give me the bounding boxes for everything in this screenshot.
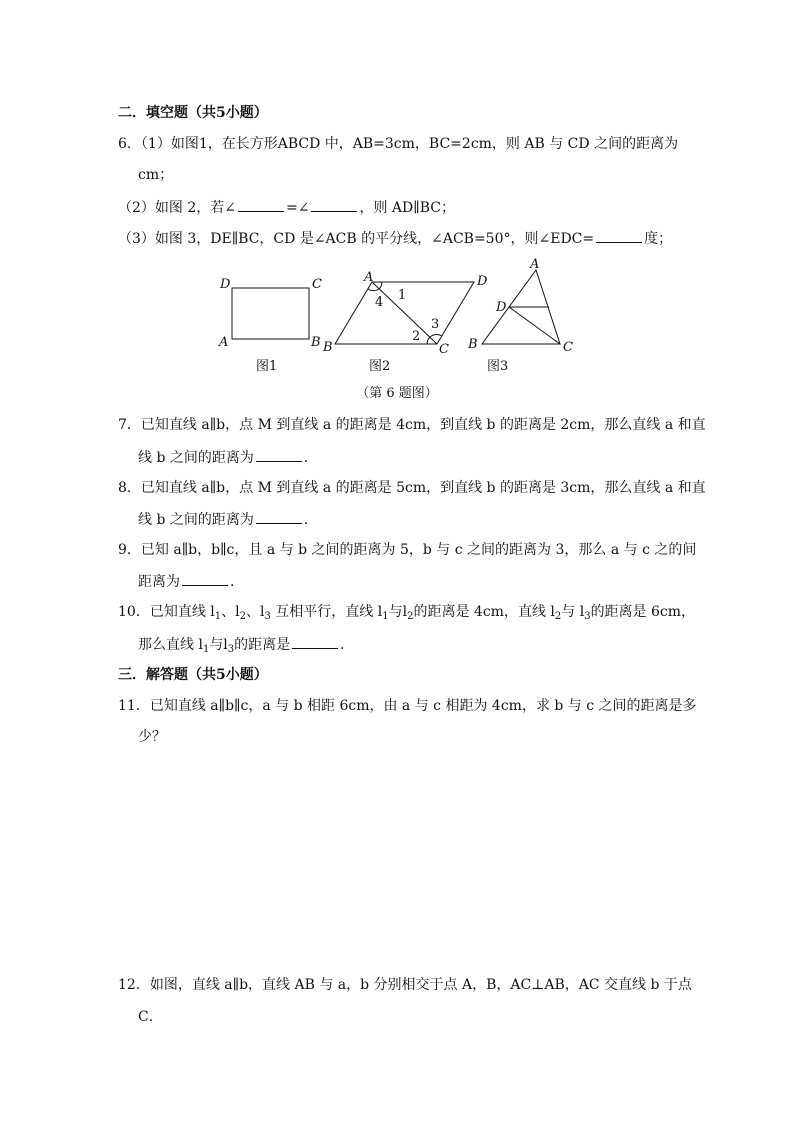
q12-line1: 12．如图，直线 a∥b，直线 AB 与 a，b 分别相交于点 A，B，AC⊥AB，AC 交直线 b 于点 [118, 977, 692, 993]
answer-blank [311, 197, 357, 212]
q6-part3: （3）如图 3，DE∥BC，CD 是∠ACB 的平分线，∠ACB=50°，则∠EDC= 度； [118, 228, 672, 249]
figure-1-rectangle [218, 277, 322, 374]
angle-1-arc [379, 282, 382, 289]
q8-line2: 线 b 之间的距离为 ． [138, 509, 318, 530]
q6-part2: （2）如图 2，若∠ =∠ ，则 AD∥BC； [118, 197, 455, 218]
answer-blank [256, 509, 302, 524]
answer-blank [596, 228, 642, 243]
figure-caption: （第 6 题图） [356, 386, 438, 401]
fig2-angle-2: 2 [412, 329, 421, 344]
q9-line1: 9．已知 a∥b，b∥c，且 a 与 b 之间的距离为 5，b 与 c 之间的距离为 3，那么 a 与 c 之的间 [118, 542, 697, 558]
fig2-angle-1: 1 [398, 288, 407, 303]
q11-line2: 少？ [138, 729, 166, 745]
section-3-title: 三．解答题（共5小题） [118, 667, 268, 683]
fig1-label-b: B [311, 335, 321, 350]
figure-2-parallelogram [322, 270, 488, 374]
fig2-label-a: A [364, 270, 374, 285]
fig2-angle-4: 4 [375, 295, 384, 310]
fig3-label-d: D [496, 300, 507, 315]
fig1-label-c: C [312, 277, 322, 292]
fig3-label-a: A [530, 257, 540, 272]
segment-dc [509, 307, 560, 344]
q9-line2: 距离为 ． [138, 571, 244, 592]
answer-blank [238, 197, 284, 212]
q8-line1: 8．已知直线 a∥b，点 M 到直线 a 的距离是 5cm，到直线 b 的距离是 3cm，那么直线 a 和直 [118, 480, 706, 496]
fig2-label-c: C [439, 342, 449, 357]
angle-4-arc [368, 289, 379, 291]
angle-3-arc [430, 334, 442, 337]
fig1-caption: 图1 [256, 359, 278, 374]
q6-part1-line1: 6．（1）如图1，在长方形ABCD 中，AB=3cm，BC=2cm，则 AB 与 CD 之间的距离为 [118, 136, 679, 152]
q10-line2: 那么直线 $l_1$与$l_3$的距离是 ． [138, 634, 354, 655]
answer-blank [182, 571, 228, 586]
q12-line2: C． [138, 1009, 163, 1025]
answer-blank [256, 447, 302, 462]
fig2-label-d: D [477, 274, 488, 289]
rectangle-abcd [232, 288, 309, 339]
fig2-caption: 图2 [369, 359, 391, 374]
fig2-angle-3: 3 [431, 317, 440, 332]
fig1-label-a: A [219, 335, 229, 350]
fig3-label-b: B [468, 337, 478, 352]
q7-line2: 线 b 之间的距离为 ． [138, 447, 318, 468]
q11-line1: 11．已知直线 a∥b∥c，a 与 b 相距 6cm，由 a 与 c 相距为 4cm，求 b 与 c 之间的距离是多 [118, 698, 697, 714]
section-2-title: 二．填空题（共5小题） [118, 105, 268, 121]
q10-line1: 10．已知直线 $l_1$、$l_2$、$l_3$ 互相平行，直线 $l_1$与$l_2$的距离是 4cm，直线 $l_2$与 $l_3$的距离是 6cm， [118, 604, 696, 622]
q7-line1: 7．已知直线 a∥b，点 M 到直线 a 的距离是 4cm，到直线 b 的距离是 2cm，那么直线 a 和直 [118, 417, 706, 433]
fig3-label-c: C [563, 340, 573, 355]
answer-blank [292, 634, 338, 649]
fig2-label-b: B [323, 340, 333, 355]
angle-2-arc [427, 337, 430, 344]
fig1-label-d: D [220, 277, 231, 292]
fig3-caption: 图3 [487, 359, 509, 374]
q6-part1-line2: cm； [138, 167, 174, 183]
